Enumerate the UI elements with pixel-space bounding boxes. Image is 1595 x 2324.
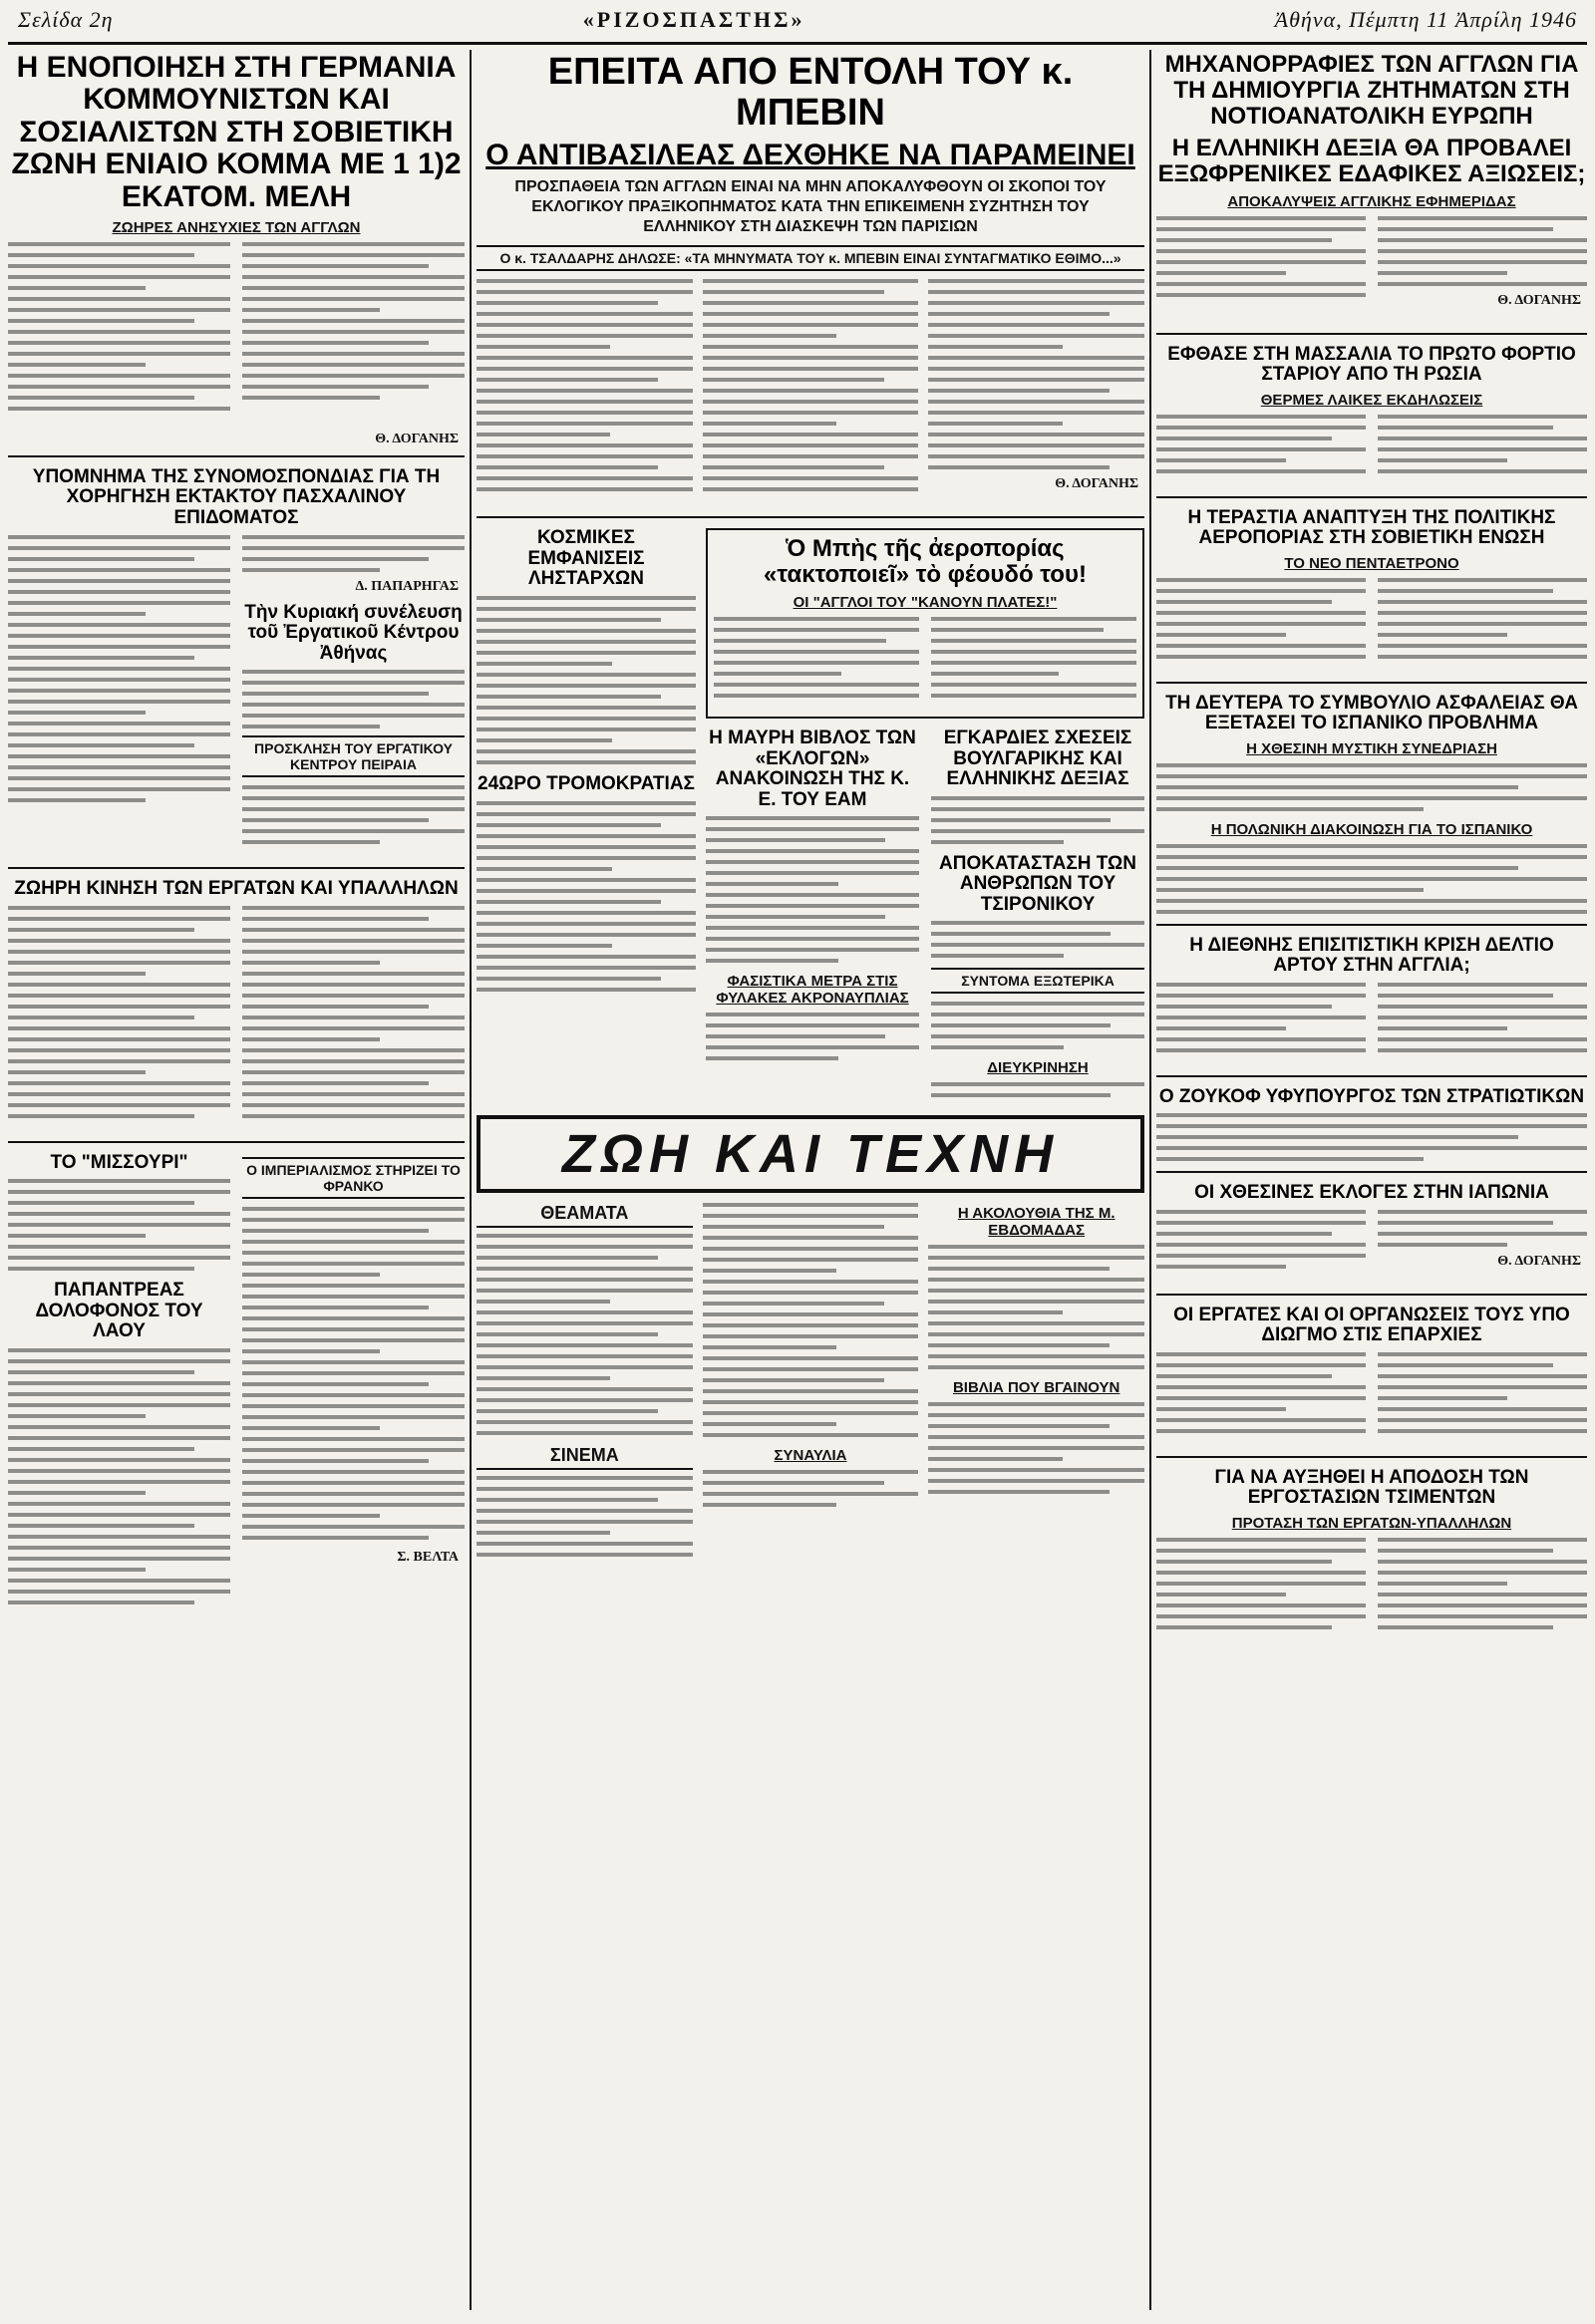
restore-headline: ΑΠΟΚΑΤΑΣΤΑΣΗ ΤΩΝ ΑΝΘΡΩΠΩΝ ΤΟΥ ΤΣΙΡΟΝΙΚΟΥ <box>939 852 1136 915</box>
piraeus-invitation-title: ΠΡΟΣΚΛΗΣΗ ΤΟΥ ΕΡΓΑΤΙΚΟΥ ΚΕΝΤΡΟΥ ΠΕΙΡΑΙΑ <box>242 735 465 777</box>
lead-byline: Θ. ΔΟΓΑΝΗΣ <box>1055 476 1139 492</box>
bevin-headline: Ὁ Μπὴς τῆς ἀεροπορίας «τακτοποιεῖ» τὸ φέουδό του! <box>764 535 1087 589</box>
theatre-title: ΘΕΑΜΑΤΑ <box>477 1203 693 1228</box>
cement-headline: ΓΙΑ ΝΑ ΑΥΞΗΘΕΙ Η ΑΠΟΔΟΣΗ ΤΩΝ ΕΡΓΟΣΤΑΣΙΩΝ ΤΣΙΜΕΝΤΩΝ <box>1214 1466 1529 1509</box>
separator <box>477 516 1144 518</box>
japan-byline: Θ. ΔΟΓΑΝΗΣ <box>1497 1253 1581 1269</box>
japan-headline: ΟΙ ΧΘΕΣΙΝΕΣ ΕΚΛΟΓΕΣ ΣΤΗΝ ΙΑΠΩΝΙΑ <box>1194 1182 1549 1204</box>
left-column <box>8 52 465 2310</box>
bread-headline: Η ΔΙΕΘΝΗΣ ΕΠΙΣΙΤΙΣΤΙΚΗ ΚΡΙΣΗ ΔΕΛΤΙΟ ΑΡΤΟΥ ΣΤΗΝ ΑΓΓΛΙΑ; <box>1189 934 1554 977</box>
japan-article <box>1156 1210 1587 1288</box>
machination-headline: ΜΗΧΑΝΟΡΡΑΦΙΕΣ ΤΩΝ ΑΓΓΛΩΝ ΓΙΑ ΤΗ ΔΗΜΙΟΥΡΓΙΑ ΖΗΤΗΜΑΤΩΝ ΣΤΗ ΝΟΤΙΟΑΝΑΤΟΛΙΚΗ ΕΥΡΩΠΗ <box>1164 52 1579 130</box>
wheat-article <box>1156 415 1587 490</box>
separator <box>1156 924 1587 926</box>
provinces-article <box>1156 1352 1587 1450</box>
aviation-article <box>1156 578 1587 676</box>
separator <box>1156 496 1587 498</box>
memo-headline: ΥΠΟΜΝΗΜΑ ΤΗΣ ΣΥΝΟΜΟΣΠΟΝΔΙΑΣ ΓΙΑ ΤΗ ΧΟΡΗΓΗΣΗ ΕΚΤΑΚΤΟΥ ΠΑΣΧΑΛΙΝΟΥ ΕΠΙΔΟΜΑΤΟΣ <box>32 465 441 528</box>
life-and-art-banner: ΖΩΗ ΚΑΙ ΤΕΧΝΗ <box>477 1115 1144 1193</box>
newspaper-name: «ΡΙΖΟΣΠΑΣΤΗΣ» <box>582 7 805 32</box>
separator <box>1156 1075 1587 1077</box>
lower-left-articles <box>8 1153 465 1614</box>
separator <box>1156 682 1587 684</box>
lead-article <box>477 279 1144 510</box>
papandreas-headline: ΠΑΠΑΝΤΡΕΑΣ ΔΟΛΟΦΟΝΟΣ ΤΟΥ ΛΑΟΥ <box>35 1280 203 1342</box>
lead-subheadline: ΠΡΟΣΠΑΘΕΙΑ ΤΩΝ ΑΓΓΛΩΝ ΕΙΝΑΙ ΝΑ ΜΗΝ ΑΠΟΚΑΛΥΦΘΟΥΝ ΟΙ ΣΚΟΠΟΙ ΤΟΥ ΕΚΛΟΓΙΚΟΥ ΠΡΑΞΙΚΟΠΗΜΑΤΟΣ ΚΑΤΑ ΤΗΝ ΕΠΙΚΕΙΜΕΝΗ ΣΥΖΗΤΗΣΗ ΤΟΥ ΕΛΛΗΝΙΚΟΥ ΣΤΗ ΔΙΑΣΚΕΨΗ ΤΩΝ ΠΑΡΙΣΙΩΝ <box>514 178 1107 236</box>
column-rule-left <box>470 50 472 2310</box>
workers-headline: ΖΩΗΡΗ ΚΙΝΗΣΗ ΤΩΝ ΕΡΓΑΤΩΝ ΚΑΙ ΥΠΑΛΛΗΛΩΝ <box>14 878 459 900</box>
terror-headline: 24ΩΡΟ ΤΡΟΜΟΚΡΑΤΙΑΣ <box>478 773 695 794</box>
separator <box>1156 333 1587 335</box>
aviation-headline: Η ΤΕΡΑΣΤΙΑ ΑΝΑΠΤΥΞΗ ΤΗΣ ΠΟΛΙΤΙΚΗΣ ΑΕΡΟΠΟΡΙΑΣ ΣΤΗ ΣΟΒΙΕΤΙΚΗ ΕΝΩΣΗ <box>1187 506 1556 549</box>
provinces-workers-headline: ΟΙ ΕΡΓΑΤΕΣ ΚΑΙ ΟΙ ΟΡΓΑΝΩΣΕΙΣ ΤΟΥΣ ΥΠΟ ΔΙΩΓΜΟ ΣΤΙΣ ΕΠΑΡΧΙΕΣ <box>1173 1304 1570 1346</box>
germany-article <box>8 242 465 428</box>
memo-article <box>8 535 465 862</box>
separator <box>1156 1456 1587 1458</box>
bevin-kicker: ΟΙ "ΑΓΓΛΟΙ ΤΟΥ "ΚΑΝΟΥΝ ΠΛΑΤΕΣ!" <box>793 594 1058 612</box>
germany-kicker: ΖΩΗΡΕΣ ΑΝΗΣΥΧΙΕΣ ΤΩΝ ΑΓΓΛΩΝ <box>112 218 361 236</box>
middle-articles <box>477 528 1144 1107</box>
machination-kicker: ΑΠΟΚΑΛΥΨΕΙΣ ΑΓΓΛΙΚΗΣ ΕΦΗΜΕΡΙΔΑΣ <box>1227 192 1516 210</box>
wheat-headline: ΕΦΘΑΣΕ ΣΤΗ ΜΑΣΣΑΛΙΑ ΤΟ ΠΡΩΤΟ ΦΟΡΤΙΟ ΣΤΑΡΙΟΥ ΑΠΟ ΤΗ ΡΩΣΙΑ <box>1167 343 1576 386</box>
council-headline: ΤΗ ΔΕΥΤΕΡΑ ΤΟ ΣΥΜΒΟΥΛΙΟ ΑΣΦΑΛΕΙΑΣ ΘΑ ΕΞΕΤΑΣΕΙ ΤΟ ΙΣΠΑΝΙΚΟ ΠΡΟΒΛΗΜΑ <box>1165 692 1578 734</box>
life-and-art-section <box>477 1203 1144 1567</box>
issue-date: Ἀθήνα, Πέμπτη 11 Ἀπρίλη 1946 <box>1274 7 1577 32</box>
germany-byline: Θ. ΔΟΓΑΝΗΣ <box>375 431 459 446</box>
masthead-rule <box>8 42 1587 45</box>
column-rule-right <box>1149 50 1151 2310</box>
separator <box>8 867 465 869</box>
cinema-title: ΣΙΝΕΜΑ <box>477 1445 693 1470</box>
correction-headline: ΔΙΕΥΚΡΙΝΗΣΗ <box>987 1059 1089 1077</box>
lead-headline-2: Ο ΑΝΤΙΒΑΣΙΛΕΑΣ ΔΕΧΘΗΚΕ ΝΑ ΠΑΡΑΜΕΙΝΕΙ <box>485 139 1135 172</box>
machination-subheadline: Η ΕΛΛΗΝΙΚΗ ΔΕΞΙΑ ΘΑ ΠΡΟΒΑΛΕΙ ΕΞΩΦΡΕΝΙΚΕΣ ΕΔΑΦΙΚΕΣ ΑΞΙΩΣΕΙΣ; <box>1157 134 1586 187</box>
machination-byline: Θ. ΔΟΓΑΝΗΣ <box>1497 292 1581 308</box>
imperialism-headline: Ο ΙΜΠΕΡΙΑΛΙΣΜΟΣ ΣΤΗΡΙΖΕΙ ΤΟ ΦΡΑΝΚΟ <box>242 1157 465 1199</box>
zhukov-headline: Ο ΖΟΥΚΟΦ ΥΦΥΠΟΥΡΓΟΣ ΤΩΝ ΣΤΡΑΤΙΩΤΙΚΩΝ <box>1158 1085 1585 1107</box>
holy-week-title: Η ΑΚΟΛΟΥΘΙΑ ΤΗΣ Μ. ΕΒΔΟΜΑΔΑΣ <box>957 1205 1116 1240</box>
bevin-box <box>706 528 1144 719</box>
cement-article <box>1156 1538 1587 1646</box>
workers-article <box>8 906 465 1135</box>
germany-unification-headline: Η ΕΝΟΠΟΙΗΣΗ ΣΤΗ ΓΕΡΜΑΝΙΑ ΚΟΜΜΟΥΝΙΣΤΩΝ ΚΑΙ ΣΟΣΙΑΛΙΣΤΩΝ ΣΤΗ ΣΟΒΙΕΤΙΚΗ ΖΩΝΗ ΕΝΙΑΙΟ ΚΟΜΜΑ ΜΕ 1 1)2 ΕΚΑΤΟΜ. ΜΕΛΗ <box>11 52 462 213</box>
lead-headline-1: ΕΠΕΙΤΑ ΑΠΟ ΕΝΤΟΛΗ ΤΟΥ κ. ΜΠΕΒΙΝ <box>547 52 1074 135</box>
bread-article <box>1156 983 1587 1069</box>
machination-article <box>1156 216 1587 327</box>
bulgarian-headline: ΕΓΚΑΡΔΙΕΣ ΣΧΕΣΕΙΣ ΒΟΥΛΓΑΡΙΚΗΣ ΚΑΙ ΕΛΛΗΝΙΚΗΣ ΔΕΞΙΑΣ <box>943 727 1132 790</box>
sunday-meeting-headline: Τὴν Κυριακή συνέλευση τοῦ Ἐργατικοῦ Κέντρου Ἀθήνας <box>244 601 463 664</box>
missouri-headline: ΤΟ "ΜΙΣΣΟΥΡΙ" <box>50 1151 188 1173</box>
council-kicker: Η ΧΘΕΣΙΝΗ ΜΥΣΤΙΚΗ ΣΥΝΕΔΡΙΑΣΗ <box>1246 739 1497 757</box>
society-headline: ΚΟΣΜΙΚΕΣ ΕΜΦΑΝΙΣΕΙΣ ΛΗΣΤΑΡΧΩΝ <box>527 527 645 590</box>
right-column <box>1156 52 1587 2310</box>
fascist-measures-headline: ΦΑΣΙΣΤΙΚΑ ΜΕΤΡΑ ΣΤΙΣ ΦΥΛΑΚΕΣ ΑΚΡΟΝΑΥΠΛΙΑΣ <box>716 973 909 1008</box>
separator <box>1156 1171 1587 1173</box>
masthead <box>0 0 1595 40</box>
council-subheadline: Η ΠΟΛΩΝΙΚΗ ΔΙΑΚΟΙΝΩΣΗ ΓΙΑ ΤΟ ΙΣΠΑΝΙΚΟ <box>1210 820 1533 838</box>
books-title: ΒΙΒΛΙΑ ΠΟΥ ΒΓΑΙΝΟΥΝ <box>952 1379 1120 1397</box>
lead-kicker: Ο κ. ΤΣΑΛΔΑΡΗΣ ΔΗΛΩΣΕ: «ΤΑ ΜΗΝΥΜΑΤΑ ΤΟΥ κ. ΜΠΕΒΙΝ ΕΙΝΑΙ ΣΥΝΤΑΓΜΑΤΙΚΟ ΕΘΙΜΟ...» <box>477 245 1144 271</box>
wheat-kicker: ΘΕΡΜΕΣ ΛΑΙΚΕΣ ΕΚΔΗΛΩΣΕΙΣ <box>1260 391 1483 409</box>
memo-byline: Δ. ΠΑΠΑΡΗΓΑΣ <box>355 578 459 594</box>
page-number: Σελίδα 2η <box>18 7 114 32</box>
aviation-kicker: ΤΟ ΝΕΟ ΠΕΝΤΑΕΤΡΟΝΟ <box>1284 554 1459 572</box>
blackbook-headline: Η ΜΑΥΡΗ ΒΙΒΛΟΣ ΤΩΝ «ΕΚΛΟΓΩΝ» ΑΝΑΚΟΙΝΩΣΗ ΤΗΣ Κ. Ε. ΤΟΥ ΕΑΜ <box>709 727 916 810</box>
papandreas-byline: Σ. ΒΕΛΤΑ <box>397 1549 459 1565</box>
separator <box>1156 1294 1587 1296</box>
separator <box>8 1141 465 1143</box>
middle-column <box>477 52 1144 2310</box>
brief-foreign-headline: ΣΥΝΤΟΜΑ ΕΞΩΤΕΡΙΚΑ <box>931 968 1144 994</box>
separator <box>8 455 465 457</box>
cement-kicker: ΠΡΟΤΑΣΗ ΤΩΝ ΕΡΓΑΤΩΝ-ΥΠΑΛΛΗΛΩΝ <box>1231 1514 1512 1532</box>
concert-title: ΣΥΝΑΥΛΙΑ <box>774 1447 847 1465</box>
